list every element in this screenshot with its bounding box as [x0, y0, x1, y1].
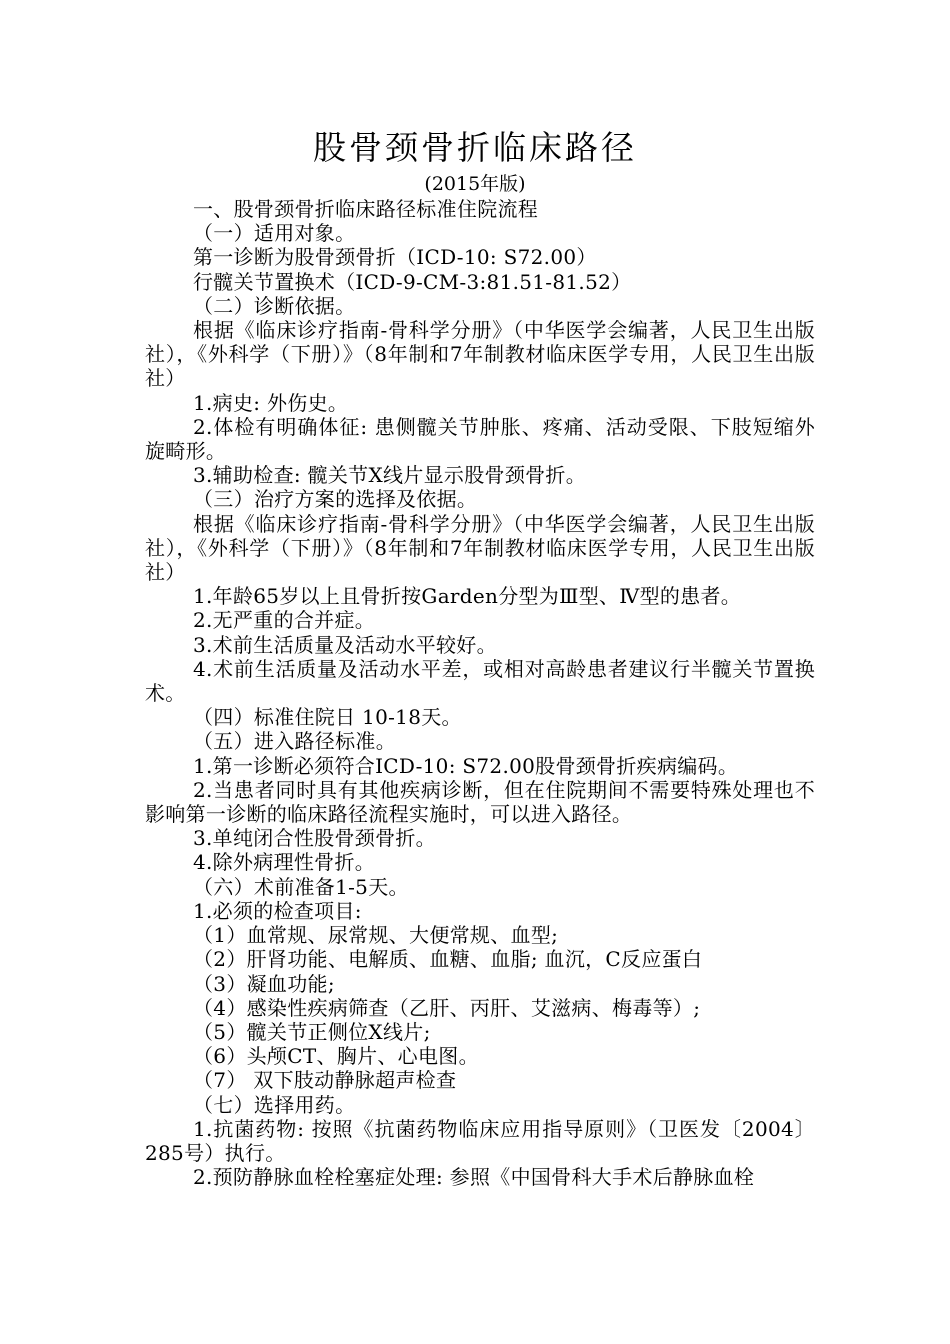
- paragraph: 3.单纯闭合性股骨颈骨折。: [193, 826, 436, 851]
- subsection-heading: （二）诊断依据。: [193, 293, 356, 318]
- subsection-heading: （四）标准住院日 10-18天。: [193, 705, 462, 730]
- paragraph: 1.年龄65岁以上且骨折按Garden分型为Ⅲ型、Ⅳ型的患者。: [193, 584, 742, 609]
- subsection-heading: （一）适用对象。: [193, 221, 356, 246]
- paragraph: 1.抗菌药物: 按照《抗菌药物临床应用指导原则》（卫医发〔2004〕285号）执行。: [145, 1116, 815, 1165]
- subsection-heading: （五）进入路径标准。: [193, 729, 396, 754]
- subsection-heading: （三）治疗方案的选择及依据。: [193, 487, 478, 512]
- list-item: （2）肝肾功能、电解质、血糖、血脂; 血沉，C反应蛋白: [193, 947, 703, 972]
- document-title: 股骨颈骨折临床路径: [313, 128, 637, 167]
- list-item: （5）髋关节正侧位X线片;: [193, 1019, 431, 1044]
- list-item: （3）凝血功能;: [193, 971, 335, 996]
- paragraph: 行髋关节置换术（ICD-9-CM-3:81.51-81.52）: [193, 269, 632, 294]
- subsection-heading: （六）术前准备1-5天。: [193, 874, 409, 899]
- document-subtitle: (2015年版): [424, 173, 526, 195]
- paragraph: 3.辅助检查: 髋关节X线片显示股骨颈骨折。: [193, 463, 587, 488]
- section-heading: 一、股骨颈骨折临床路径标准住院流程: [193, 197, 539, 221]
- paragraph: 2.无严重的合并症。: [193, 608, 376, 633]
- list-item: （7） 双下肢动静脉超声检查: [193, 1068, 457, 1093]
- list-item: （6）头颅CT、胸片、心电图。: [193, 1044, 479, 1069]
- paragraph: 根据《临床诊疗指南-骨科学分册》（中华医学会编著，人民卫生出版社），《外科学（下册）》（8年制和7年制教材临床医学专用，人民卫生出版社）: [145, 511, 815, 585]
- paragraph: 根据《临床诊疗指南-骨科学分册》（中华医学会编著，人民卫生出版社），《外科学（下册）》（8年制和7年制教材临床医学专用，人民卫生出版社）: [145, 318, 815, 391]
- list-item: （1）血常规、尿常规、大便常规、血型;: [193, 923, 559, 948]
- paragraph: 1.病史: 外伤史。: [193, 390, 349, 415]
- paragraph: 3.术前生活质量及活动水平较好。: [193, 632, 497, 657]
- paragraph: 1.第一诊断必须符合ICD-10: S72.00股骨颈骨折疾病编码。: [193, 753, 739, 778]
- paragraph: 2.体检有明确体征: 患侧髋关节肿胀、疼痛、活动受限、下肢短缩外旋畸形。: [145, 414, 815, 464]
- subsection-heading: （七）选择用药。: [193, 1092, 356, 1117]
- paragraph: 1.必须的检查项目:: [193, 898, 362, 923]
- paragraph: 第一诊断为股骨颈骨折（ICD-10: S72.00）: [193, 245, 597, 270]
- document-body: [145, 197, 815, 1189]
- list-item: （4）感染性疾病筛查（乙肝、丙肝、艾滋病、梅毒等）;: [193, 995, 701, 1020]
- paragraph: 4.术前生活质量及活动水平差，或相对高龄患者建议行半髋关节置换术。: [145, 656, 815, 706]
- paragraph: 2.预防静脉血栓栓塞症处理: 参照《中国骨科大手术后静脉血栓: [193, 1165, 755, 1190]
- paragraph: 2.当患者同时具有其他疾病诊断，但在住院期间不需要特殊处理也不影响第一诊断的临床路径流程实施时，可以进入路径。: [145, 777, 815, 827]
- paragraph: 4.除外病理性骨折。: [193, 850, 376, 875]
